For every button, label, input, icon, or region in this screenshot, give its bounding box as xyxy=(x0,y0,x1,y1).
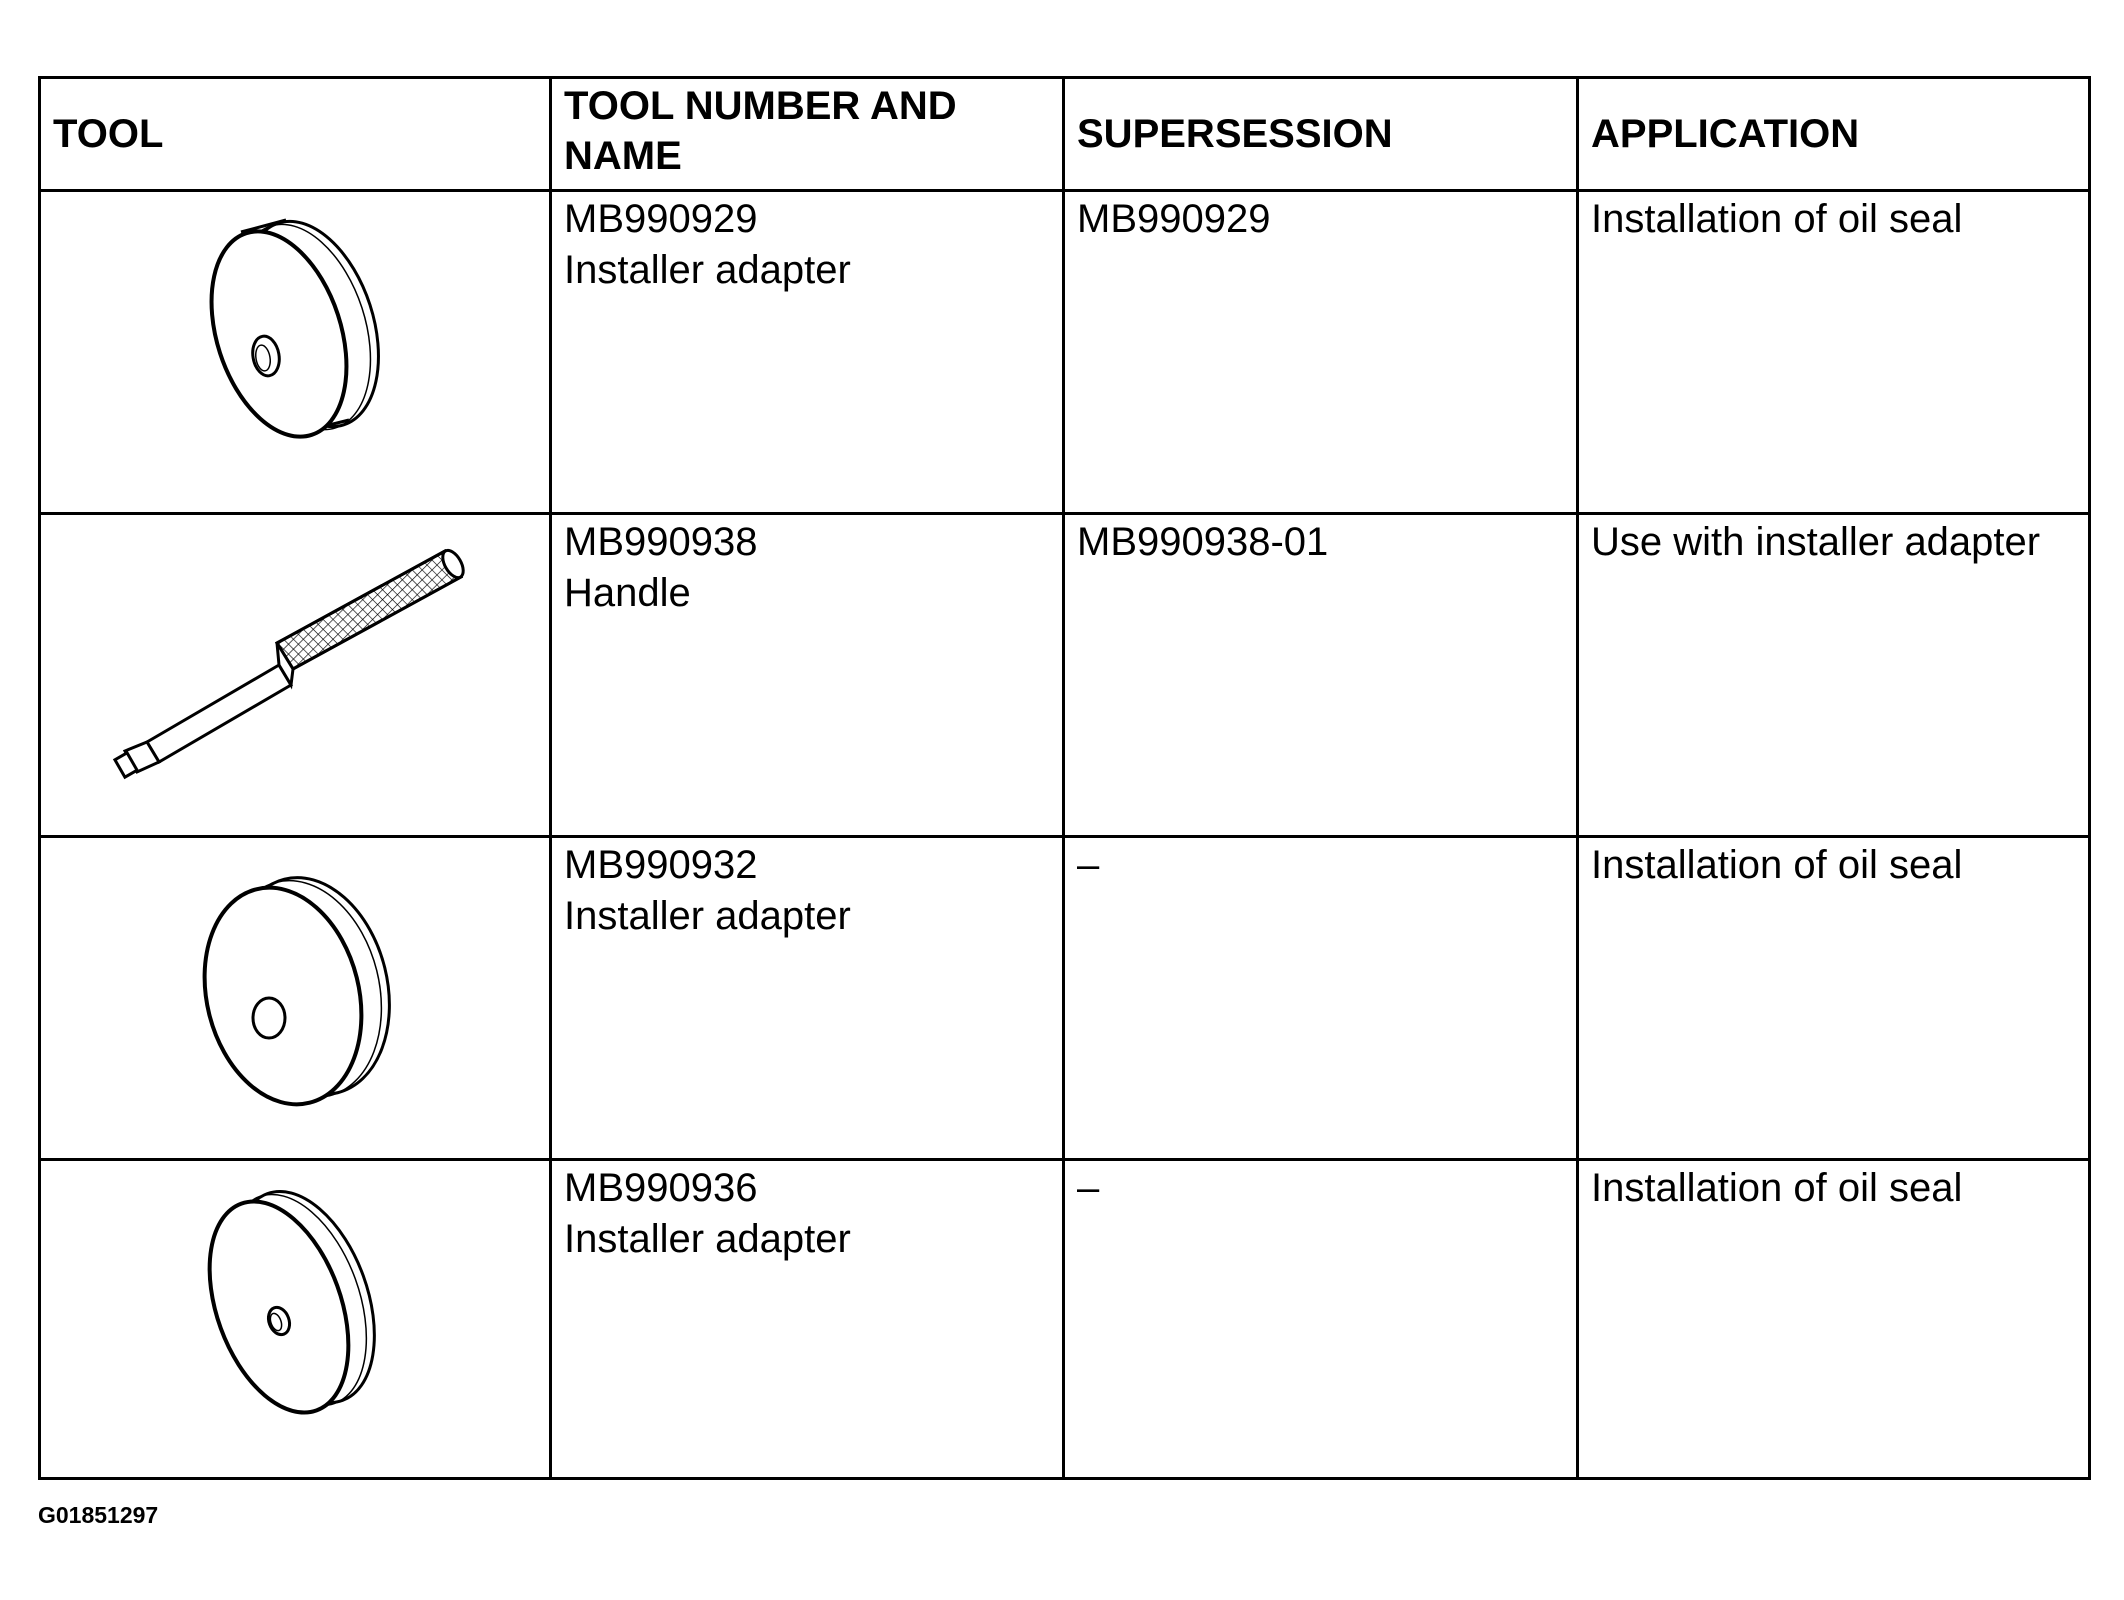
table-row xyxy=(40,837,2090,1160)
tool-number: MB990936 xyxy=(564,1166,758,1210)
application-value: Installation of oil seal xyxy=(1591,197,1963,241)
handle-icon xyxy=(41,515,549,835)
supersession-value: – xyxy=(1077,843,1100,887)
tool-number-and-name-cell xyxy=(551,191,1064,514)
tool-number-and-name-cell xyxy=(551,837,1064,1160)
tool-name: Installer adapter xyxy=(564,894,851,938)
supersession-value: MB990938-01 xyxy=(1077,520,1329,564)
installer-adapter-icon xyxy=(41,838,549,1158)
application-cell xyxy=(1578,837,2090,1160)
application-cell xyxy=(1578,1160,2090,1479)
installer-adapter-icon xyxy=(41,192,549,512)
special-tools-table xyxy=(38,76,2091,1480)
installer-adapter-icon xyxy=(41,1161,549,1477)
header-tool-number-and-name xyxy=(551,78,1064,191)
header-supersession: SUPERSESSION xyxy=(1064,78,1578,191)
header-tool-number-line2: NAME xyxy=(564,134,682,178)
tool-number: MB990929 xyxy=(564,197,758,241)
table-row xyxy=(40,514,2090,837)
supersession-cell xyxy=(1064,1160,1578,1479)
tool-name: Installer adapter xyxy=(564,248,851,292)
application-cell xyxy=(1578,191,2090,514)
application-value: Installation of oil seal xyxy=(1591,843,1963,887)
tool-illustration-cell xyxy=(40,514,551,837)
application-value: Use with installer adapter xyxy=(1591,520,2041,564)
tool-illustration-cell xyxy=(40,1160,551,1479)
table-row xyxy=(40,191,2090,514)
application-cell xyxy=(1578,514,2090,837)
tool-number: MB990938 xyxy=(564,520,758,564)
supersession-value: MB990929 xyxy=(1077,197,1271,241)
tool-name: Handle xyxy=(564,571,691,615)
tool-illustration-cell xyxy=(40,191,551,514)
tool-number-and-name-cell xyxy=(551,1160,1064,1479)
header-application: APPLICATION xyxy=(1578,78,2090,191)
table-row xyxy=(40,1160,2090,1479)
supersession-cell xyxy=(1064,514,1578,837)
header-tool: TOOL xyxy=(40,78,551,191)
figure-id: G01851297 xyxy=(38,1502,159,1528)
supersession-value: – xyxy=(1077,1166,1100,1210)
application-value: Installation of oil seal xyxy=(1591,1166,1963,1210)
table-header-row xyxy=(40,78,2090,191)
tool-number-and-name-cell xyxy=(551,514,1064,837)
supersession-cell xyxy=(1064,191,1578,514)
tool-name: Installer adapter xyxy=(564,1217,851,1261)
tool-illustration-cell xyxy=(40,837,551,1160)
header-tool-number-line1: TOOL NUMBER AND xyxy=(564,84,957,128)
tool-number: MB990932 xyxy=(564,843,758,887)
supersession-cell xyxy=(1064,837,1578,1160)
